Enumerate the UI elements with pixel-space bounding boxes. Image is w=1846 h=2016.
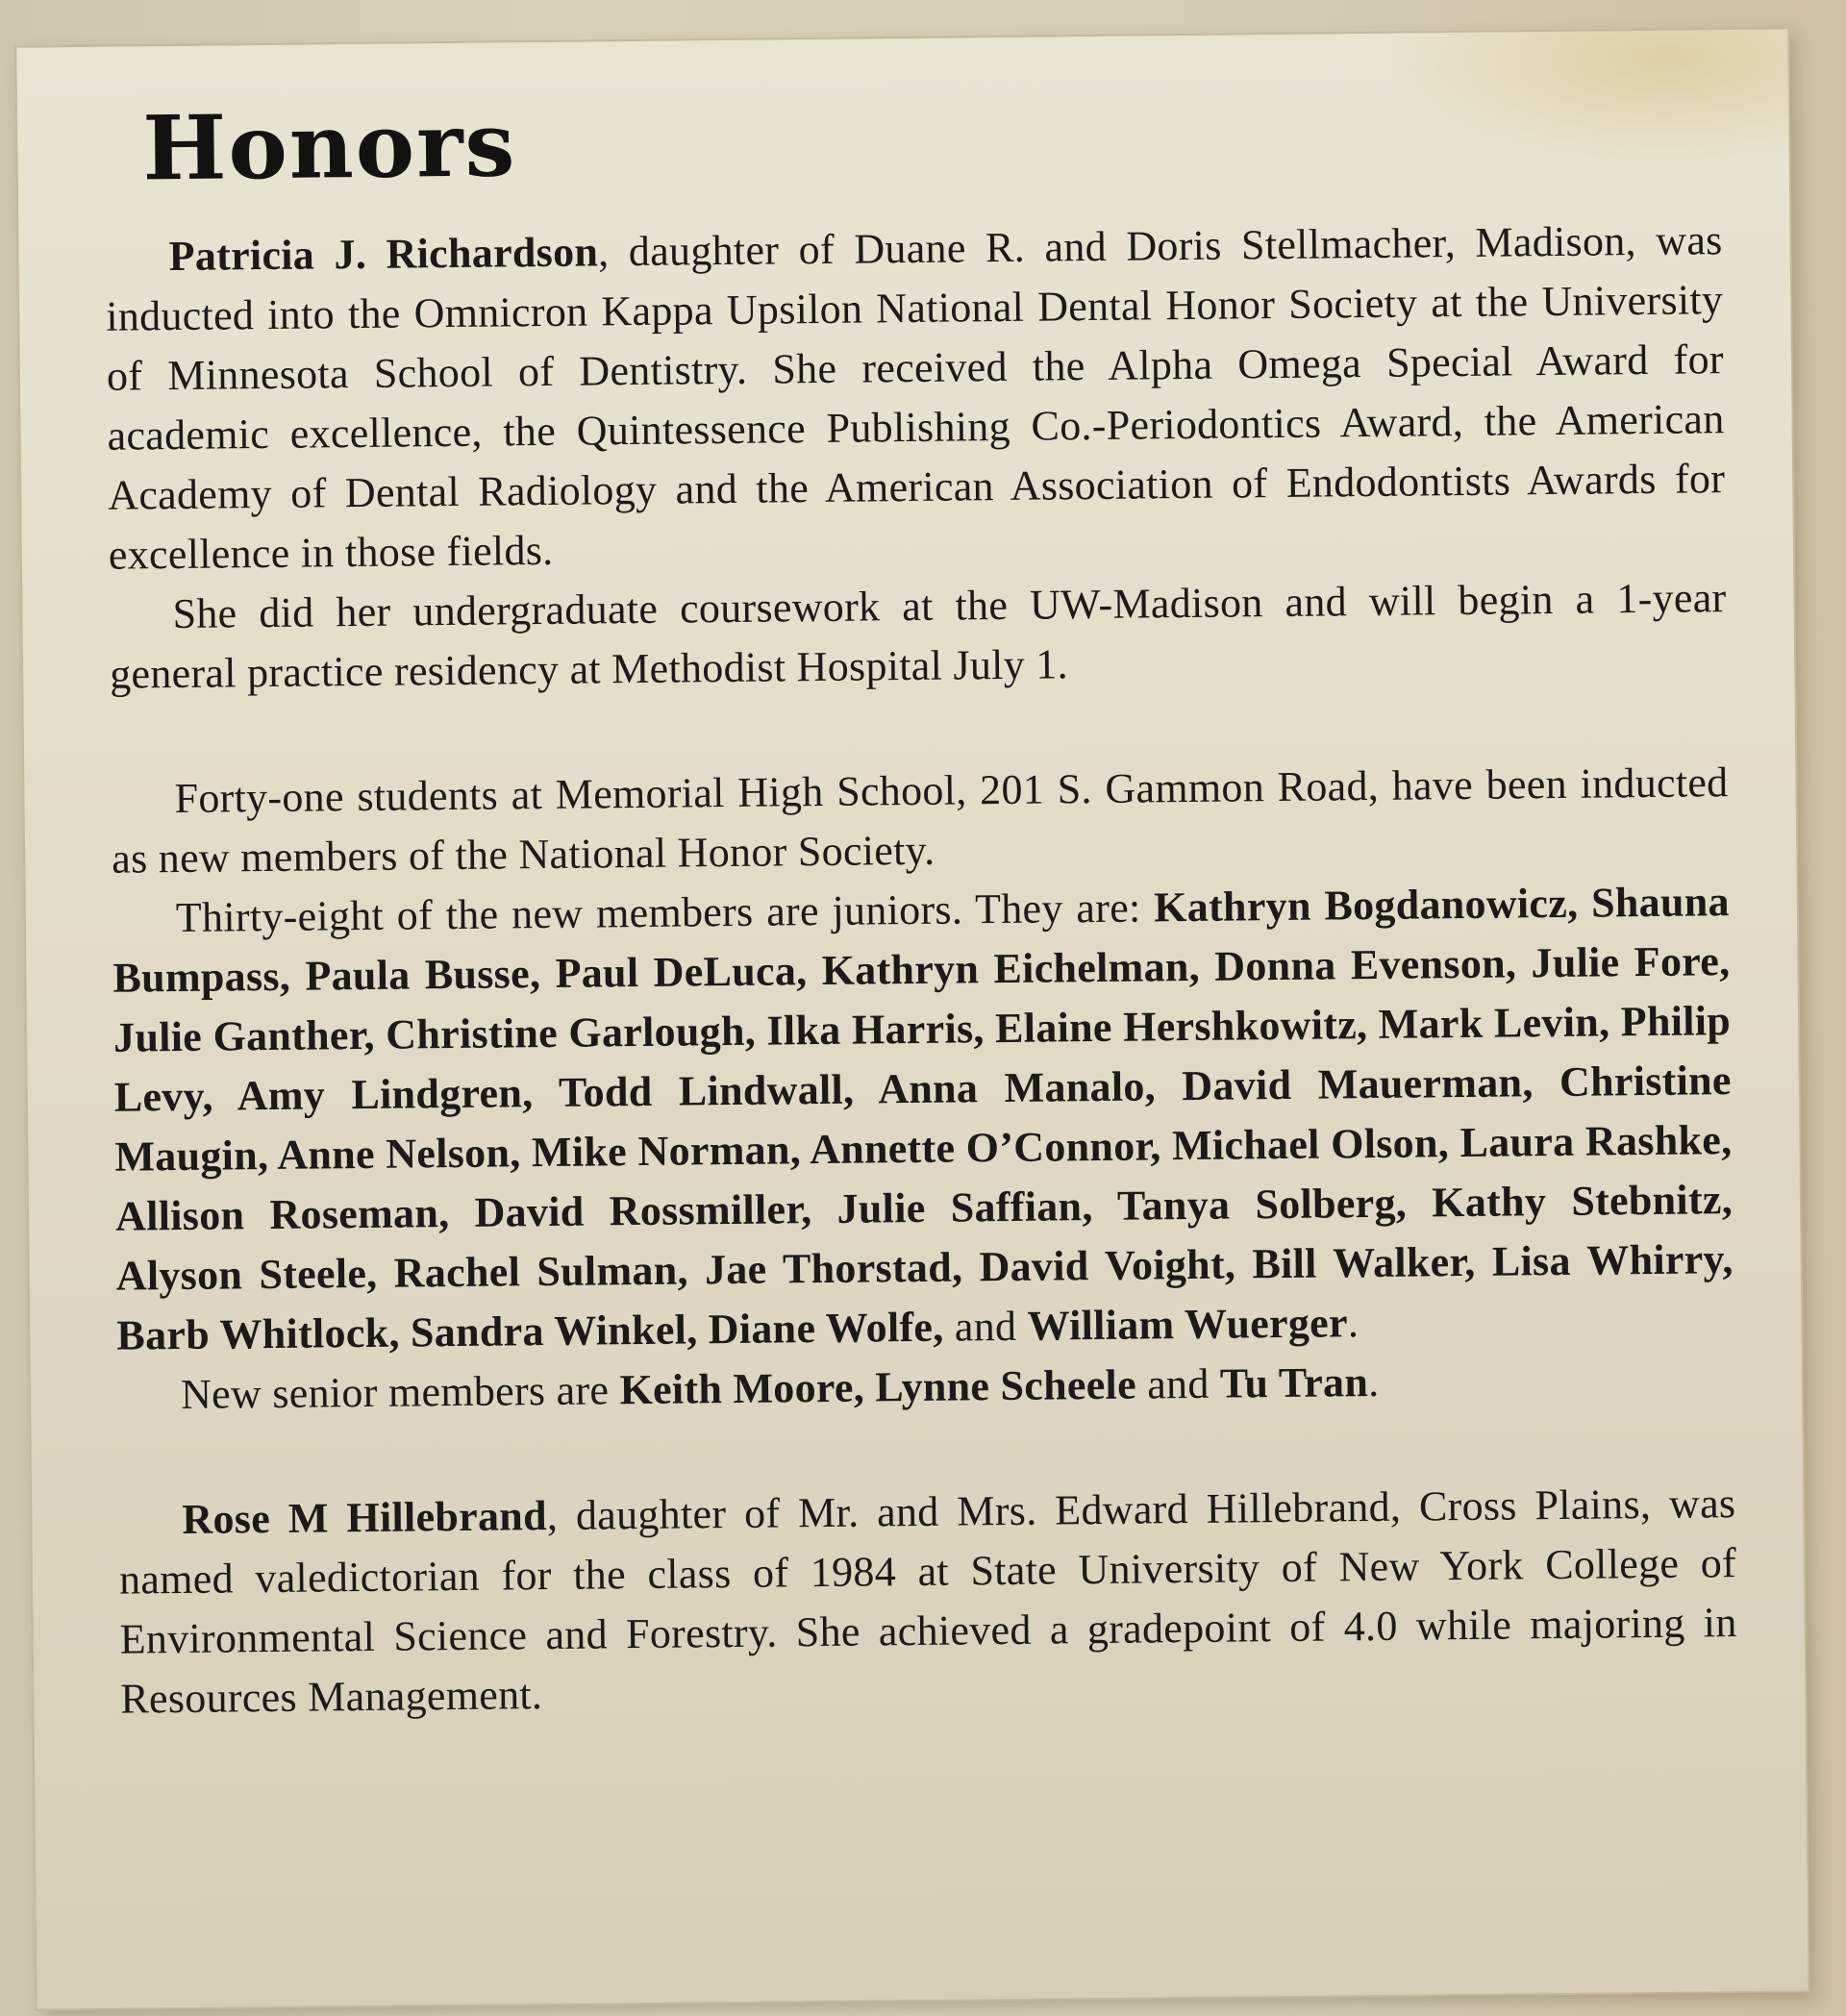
richardson-text: , daughter of Duane R. and Doris Stellmacher, Madison, was inducted into the Omnicron Kappa Upsilon National Dental Honor Society at the University of Minnesota School of Dentistry. She received the Alpha Omega Special Award for academic excellence, the Quintessence Publishing Co.-Periodontics Award, the American Academy of Dental Radiology and the American Association of Endodontists Awards for excellence in those fields. xyxy=(106,216,1726,579)
seniors-intro: New senior members are xyxy=(180,1366,620,1418)
section-heading: Honors xyxy=(141,92,517,201)
richardson-paragraph-1 xyxy=(105,211,1726,585)
junior-last-name: William Wuerger xyxy=(1027,1299,1349,1350)
newspaper-clipping xyxy=(16,29,1808,2008)
senior-end: . xyxy=(1367,1357,1380,1406)
honoree-name: Patricia J. Richardson xyxy=(168,228,599,281)
hillebrand-text: , daughter of Mr. and Mrs. Edward Hillebrand, Cross Plains, was named valedictorian for the class of 1984 at State University of New York College of Environmental Science and Forestry. She achieved a gradepoint of 4.0 while majoring in Resources Management. xyxy=(118,1480,1737,1723)
honor-item-hillebrand xyxy=(118,1474,1738,1730)
junior-end: . xyxy=(1347,1299,1360,1347)
senior-names: Keith Moore, Lynne Scheele xyxy=(619,1360,1137,1414)
honoree-name: Rose M Hillebrand xyxy=(182,1492,548,1543)
junior-names: Kathryn Bogdanowicz, Shauna Bumpass, Paula Busse, Paul DeLuca, Kathryn Eichelman, Donna Evenson, Julie Fore, Julie Ganther, Christine Garlough, Ilka Harris, Elaine Hershkowitz, Mark Levin, Philip Levy, Amy Lindgren, Todd Lindwall, Anna Manalo, David Mauerman, Christine Maugin, Anne Nelson, Mike Norman, Annette O’Connor, Michael Olson, Laura Rashke, Allison Roseman, David Rossmiller, Julie Saffian, Tanya Solberg, Kathy Stebnitz, Alyson Steele, Rachel Sulman, Jae Thorstad, David Voight, Bill Walker, Lisa Whirry, Barb Whitlock, Sandra Winkel, Diane Wolfe, xyxy=(112,878,1734,1359)
honor-item-memorial xyxy=(111,753,1734,1426)
honor-item-richardson xyxy=(105,211,1727,705)
senior-and: and xyxy=(1135,1359,1221,1408)
senior-last-name: Tu Tran xyxy=(1219,1358,1369,1407)
memorial-paragraph-1: Forty-one students at Memorial High School, 201 S. Gammon Road, have been inducted as new members of the National Honor Society. xyxy=(111,759,1729,883)
richardson-paragraph-2: She did her undergraduate coursework at the UW-Madison and will begin a 1-year general practice residency at Methodist Hospital July 1. xyxy=(109,574,1727,698)
juniors-intro: Thirty-eight of the new members are juniors. They are: xyxy=(175,884,1155,942)
memorial-paragraph-2 xyxy=(112,872,1734,1366)
hillebrand-paragraph xyxy=(118,1474,1738,1730)
junior-and: and xyxy=(943,1302,1028,1351)
